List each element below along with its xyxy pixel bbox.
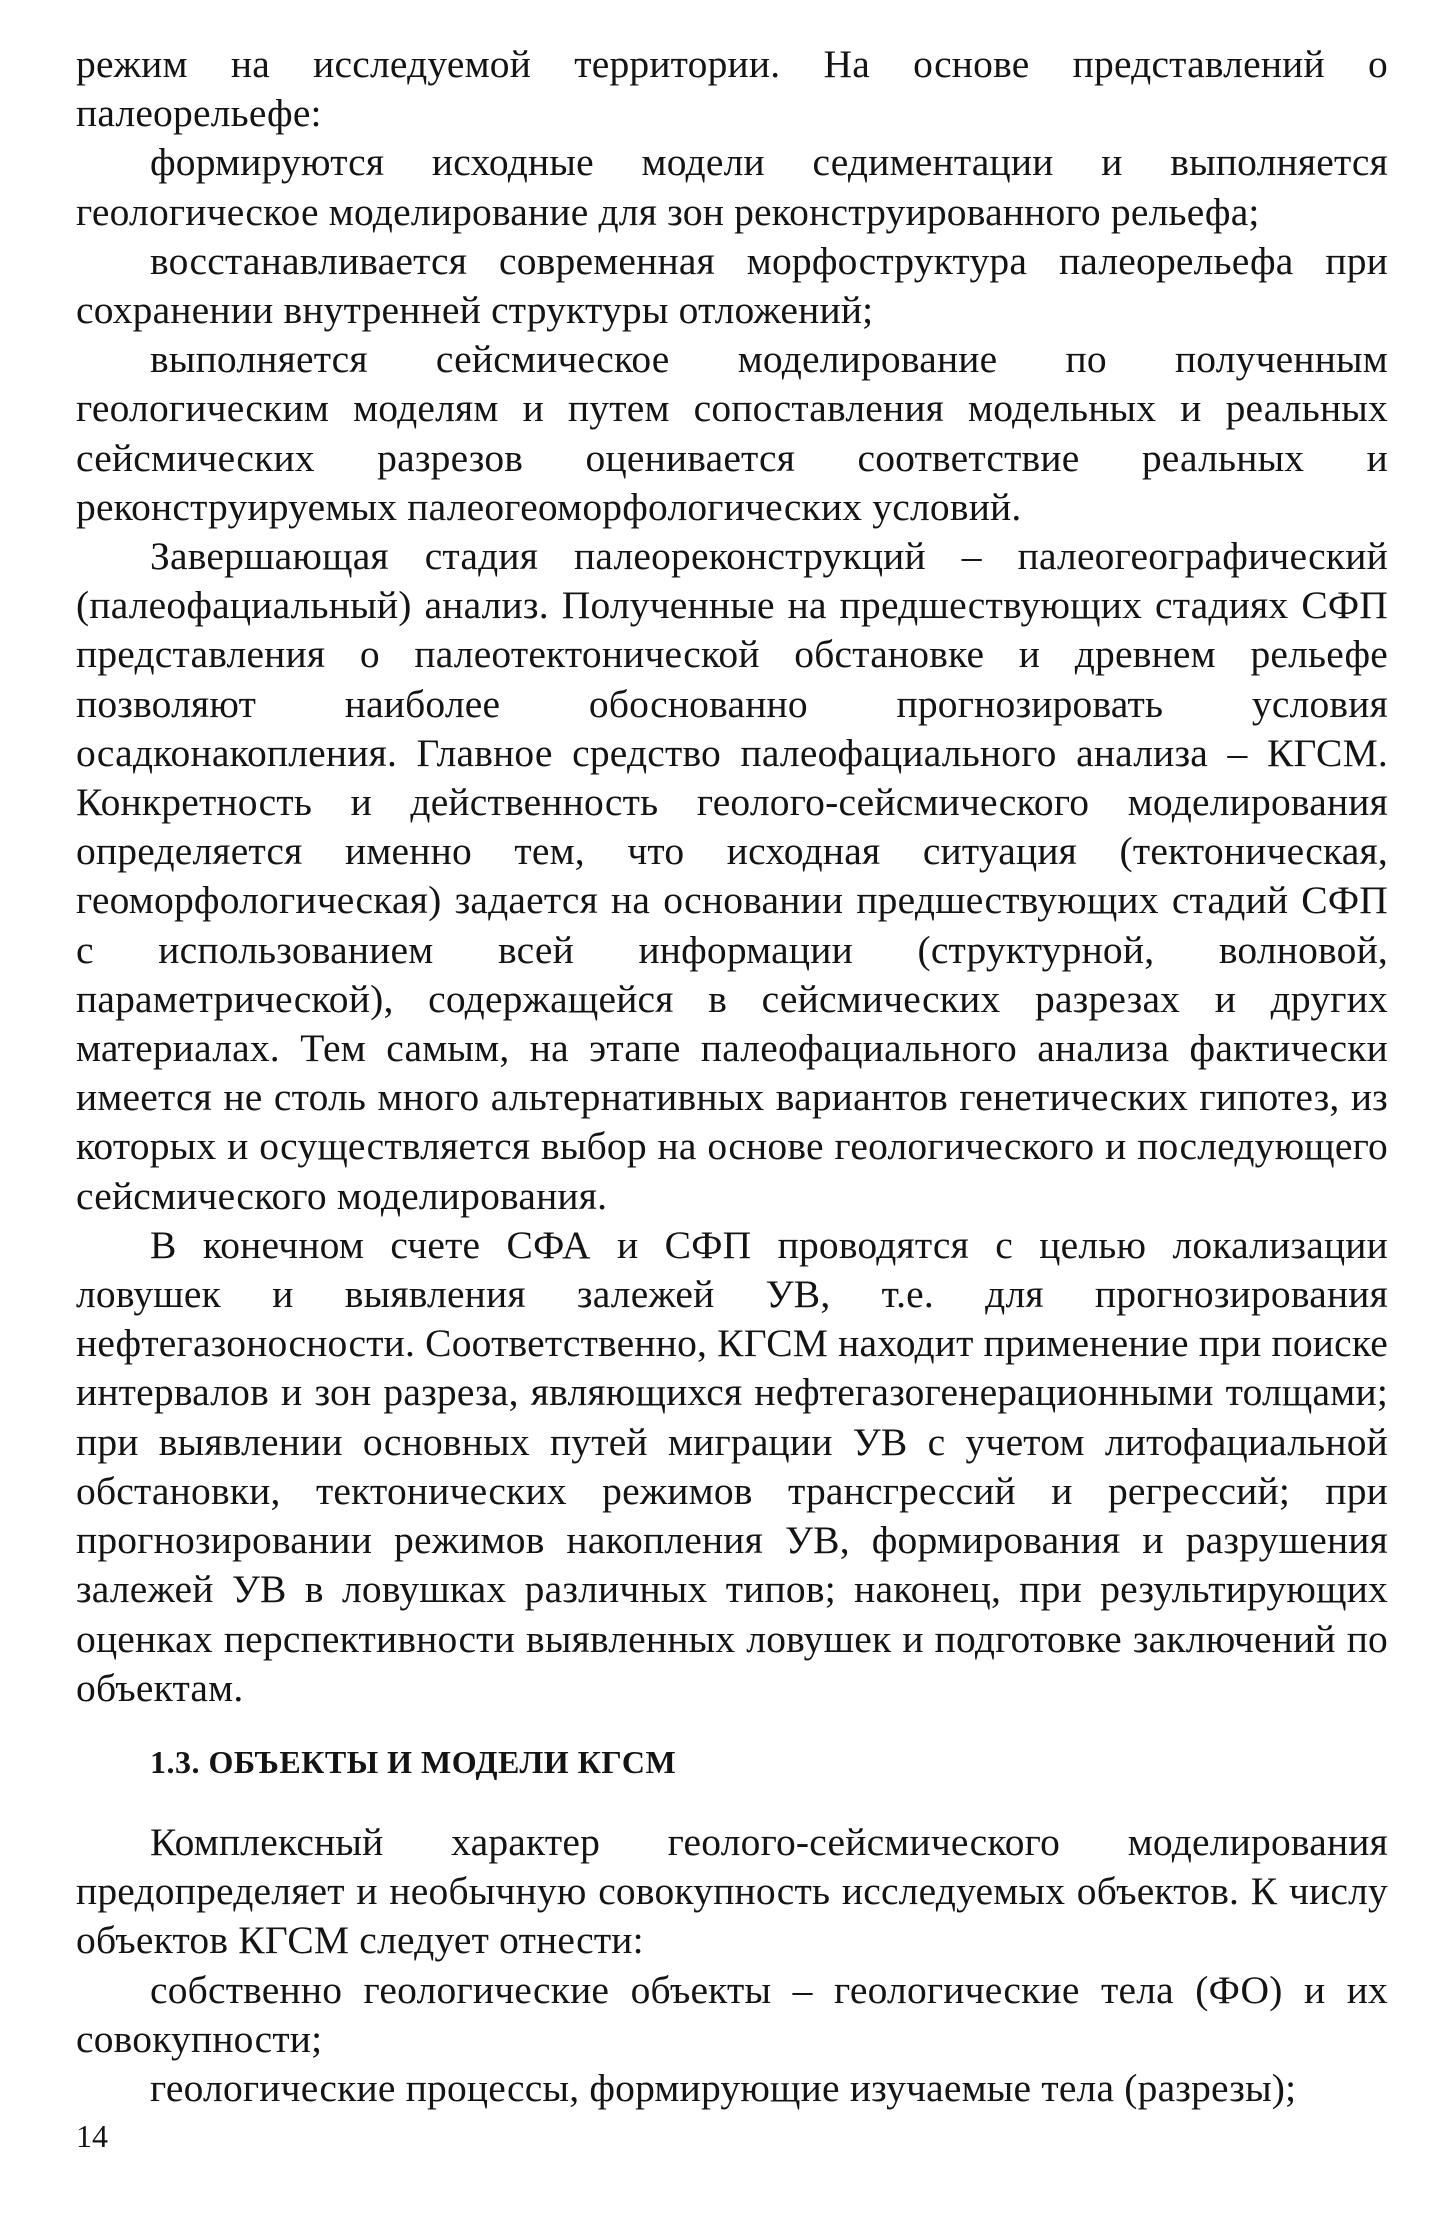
paragraph-final-stage: Завершающая стадия палеореконструкций – палеогеографический (палеофациальный) анализ. Полученные на предшествующих стадиях СФП представления о палеотектонической обстановке и древнем рельефе позволяют наиболее обоснованно прогнозировать условия осадконакопления. Главное средство палеофациального анализа – КГСМ. Конкретность и действенность геолого-сейсмического моделирования определяется именно тем, что исходная ситуация (тектоническая, геоморфологическая) задается на основании предшествующих стадий СФП с использованием всей информации (структурной, волновой, параметрической), содержащейся в сейсмических разрезах и других материалах. Тем самым, на этапе палеофациального анализа фактически имеется не столь много альтернативных вариантов генетических гипотез, из которых и осуществляется выбор на основе геологического и последующего сейсмического моделирования. [76,534,1388,1218]
list-item-sedimentation-models: формируются исходные модели седиментации и выполняется геологическое моделирование для зон реконструированного рельефа; [76,140,1388,234]
paragraph-conclusion: В конечном счете СФА и СФП проводятся с целью локализации ловушек и выявления залежей УВ, т.е. для прогнозирования нефтегазоносности. Соответственно, КГСМ находит применение при поиске интервалов и зон разреза, являющихся нефтегазогенерационными толщами; при выявлении основных путей миграции УВ с учетом литофациальной обстановки, тектонических режимов трансгрессий и регрессий; при прогнозировании режимов накопления УВ, формирования и разрушения залежей УВ в ловушках различных типов; наконец, при результирующих оценках перспективности выявленных ловушек и подготовке заключений по объектам. [76,1222,1388,1710]
page-number: 14 [76,2118,108,2154]
list-item-morphostructure: восстанавливается современная морфоструктура палеорельефа при сохранении внутренней структуры отложений; [76,238,1388,333]
list-item-seismic-modeling: выполняется сейсмическое моделирование по полученным геологическим моделям и путем сопоставления модельных и реальных сейсмических разрезов оценивается соответствие реальных и реконструируемых палеогеоморфологических условий. [76,337,1388,529]
top-text-block [76,40,1388,1713]
section-heading: 1.3. ОБЪЕКТЫ И МОДЕЛИ КГСМ [150,1744,677,1780]
paragraph-continuation: режим на исследуемой территории. На основе представлений о палеорельефе: [76,42,1388,136]
list-item-geological-objects: собственно геологические объекты – геологические тела (ФО) и их совокупности; [76,1967,1388,2061]
section-paragraph-intro: Комплексный характер геолого-сейсмического моделирования предопределяет и необычную совокупность исследуемых объектов. К числу объектов КГСМ следует отнести: [76,1820,1388,1963]
list-item-geological-processes: геологические процессы, формирующие изучаемые тела (разрезы); [150,2066,1297,2111]
section-text-block [76,1818,1388,2113]
